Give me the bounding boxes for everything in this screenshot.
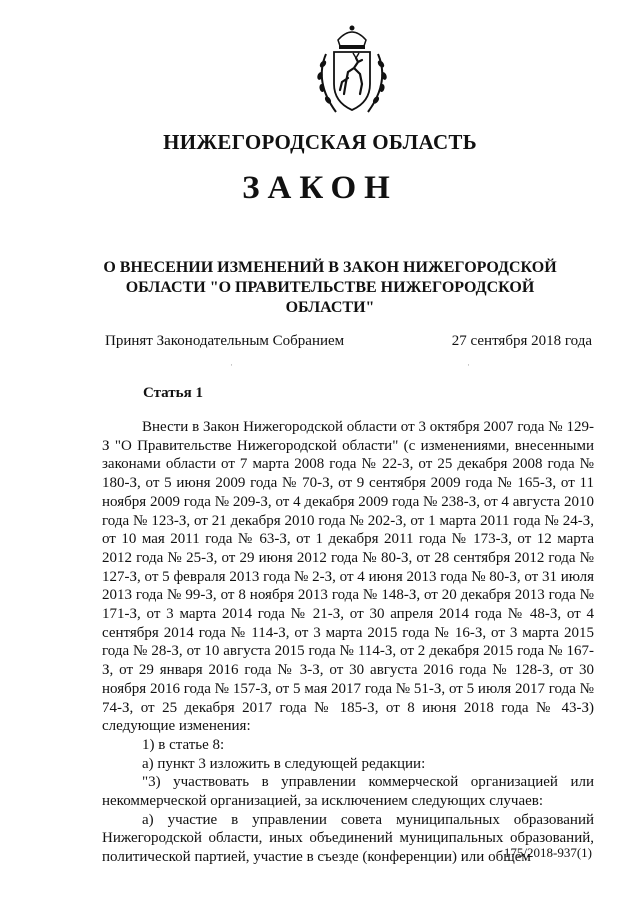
article-body: [102, 418, 594, 867]
law-title-line-1: О ВНЕСЕНИИ ИЗМЕНЕНИЙ В ЗАКОН НИЖЕГОРОДСКОЙ: [103, 259, 557, 276]
scan-mark: ·: [230, 360, 233, 370]
intro-paragraph: Внести в Закон Нижегородской области от 3 октября 2007 года № 129-З "О Правительстве Нижегородской области" (с изменениями, внесенными законами области от 7 марта 2008 года № 22-З, от 25 декабря 2008 года № 180-З, от 5 июня 2009 года № 70-З, от 9 сентября 2009 года № 165-З, от 11 ноября 2009 года № 209-З, от 4 декабря 2009 года № 238-З, от 4 августа 2010 года № 123-З, от 21 декабря 2010 года № 202-З, от 1 марта 2011 года № 24-З, от 10 мая 2011 года № 63-З, от 1 декабря 2011 года № 173-З, от 12 марта 2012 года № 25-З, от 29 июня 2012 года № 80-З, от 28 сентября 2012 года № 127-З, от 5 февраля 2013 года № 2-З, от 4 июня 2013 года № 80-З, от 31 июля 2013 года № 99-З, от 8 ноября 2013 года № 148-З, от 20 декабря 2013 года № 171-З, от 3 марта 2014 года № 21-З, от 30 апреля 2014 года № 48-З, от 4 сентября 2014 года № 114-З, от 3 марта 2015 года № 16-З, от 3 марта 2015 года № 28-З, от 10 августа 2015 года № 114-З, от 2 декабря 2015 года № 167-З, от 29 января 2016 года № 3-З, от 30 августа 2016 года № 128-З, от 30 ноября 2016 года № 157-З, от 5 мая 2017 года № 51-З, от 5 июля 2017 года № 74-З, от 25 декабря 2017 года № 185-З, от 8 июня 2018 года № 43-З) следующие изменения:: [102, 419, 594, 735]
scan-mark: ·: [467, 360, 470, 370]
document-type: ЗАКОН: [242, 170, 398, 206]
law-title: [80, 258, 580, 318]
article-heading: Статья 1: [143, 385, 203, 401]
law-title-line-2: ОБЛАСТИ "О ПРАВИТЕЛЬСТВЕ НИЖЕГОРОДСКОЙ ОБЛАСТИ": [125, 279, 535, 316]
adoption-date: 27 сентября 2018 года: [451, 333, 592, 349]
coat-of-arms-icon: [306, 22, 398, 118]
list-item: а) пункт 3 изложить в следующей редакции:: [142, 755, 426, 772]
list-item: 1) в статье 8:: [142, 736, 225, 753]
quoted-paragraph: "3) участвовать в управлении коммерческой организацией или некоммерческой организацией, за исключением следующих случаев:: [102, 774, 594, 810]
document-number: 175/2018-937(1): [503, 845, 592, 860]
region-name: НИЖЕГОРОДСКАЯ ОБЛАСТЬ: [163, 130, 477, 154]
list-item: а) участие в управлении совета муниципальных образований Нижегородской области, иных объединений муниципальных образований, политической партией, участие в съезде (конференции) или общем: [102, 811, 594, 866]
adopted-by: Принят Законодательным Собранием: [105, 333, 345, 349]
